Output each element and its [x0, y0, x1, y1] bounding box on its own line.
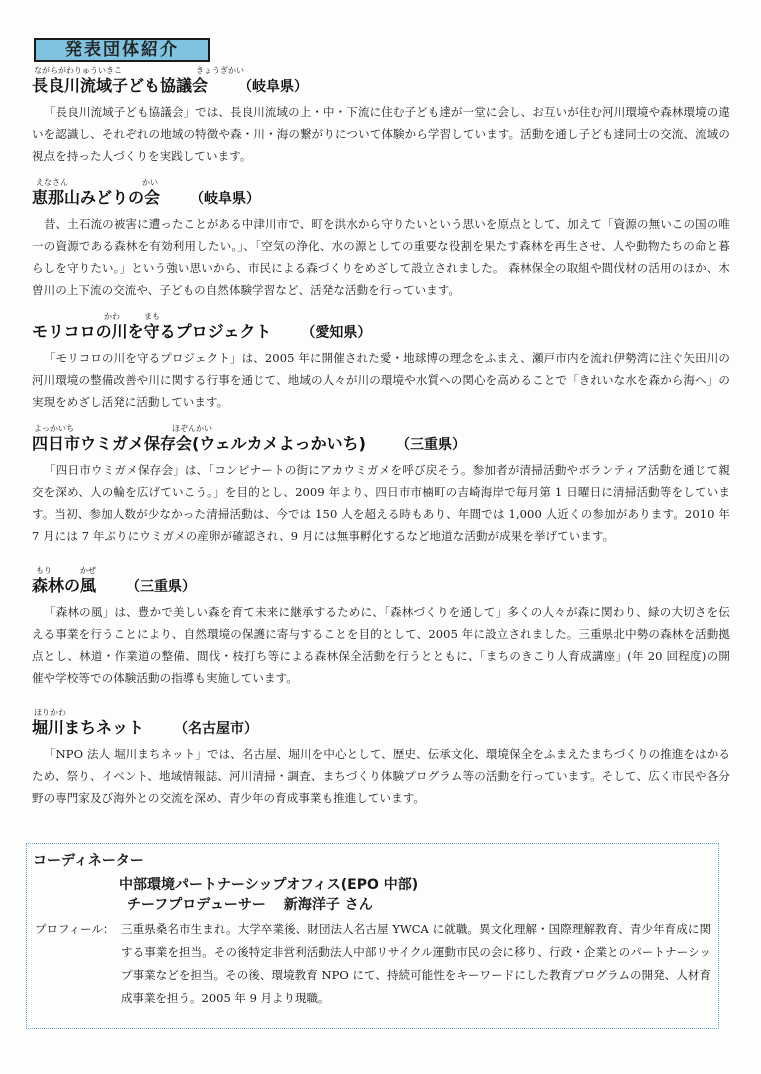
ruby-line: [32, 66, 730, 76]
ruby-line: [32, 424, 730, 434]
profile-text: 三重県桑名市生まれ。大学卒業後、財団法人名古屋 YWCA に就職。異文化理解・国際理解教育、青少年育成に関する事業を担当。その後特定非営利活動法人中部リサイクル運動市民の会に移り、行政・企業とのパートナーシップ事業などを担当。その後、環境教育 NPO にて、持続可能性をキーワードにした教育プログラムの開発、人材育成事業を担う。2005 年 9 月より現職。: [121, 922, 711, 1005]
org-name: モリコロの川を守るプロジェクト: [32, 322, 272, 341]
org-prefecture: （岐阜県）: [238, 79, 309, 95]
org-section: [32, 66, 730, 167]
org-title-line: [32, 322, 730, 343]
org-description: 「長良川流域子ども協議会」では、長良川流域の上・中・下流に住む子ども達が一堂に会し、お互いが住む河川環境や森林環境の違いを認識し、それぞれの地域の特徴や森・川・海の繋がりについて体験から学習しています。活動を通し子ども達同士の交流、流域の視点を持った人づくりを実践しています。: [32, 105, 730, 163]
ruby-text: ほりかわ: [34, 708, 66, 717]
org-prefecture: （名古屋市）: [174, 721, 259, 737]
org-section: [32, 566, 730, 689]
org-name: 堀川まちネット: [32, 718, 145, 737]
org-name: 長良川流域子ども協議会: [32, 76, 209, 95]
org-prefecture: （三重県）: [396, 437, 466, 453]
ruby-text: かぜ: [80, 566, 96, 575]
org-description: 「NPO 法人 堀川まちネット」では、名古屋、堀川を中心として、歴史、伝承文化、環境保全をふまえたまちづくりの推進をはかるため、祭り、イベント、地域情報誌、河川清掃・調査、まちづくり体験プログラム等の活動を行っています。そして、広く市民や各分野の専門家及び海外との交流を深め、青少年の育成事業も推進しています。: [32, 747, 730, 805]
org-prefecture: （愛知県）: [301, 325, 372, 341]
coordinator-label: コーディネーター: [33, 853, 144, 869]
coordinator-box: [26, 843, 719, 1029]
coordinator-person: [127, 894, 373, 914]
ruby-line: [32, 178, 730, 188]
org-name: 森林の風: [32, 576, 97, 595]
org-title-line: [32, 718, 730, 739]
ruby-line: [32, 566, 730, 576]
org-prefecture: （岐阜県）: [190, 191, 261, 207]
org-section: [32, 424, 730, 547]
coordinator-role: チーフプロデューサー: [127, 897, 266, 913]
coordinator-org: 中部環境パートナーシップオフィス(EPO 中部): [119, 877, 419, 893]
ruby-text: もり: [36, 566, 52, 575]
org-description: 「四日市ウミガメ保存会」は、「コンビナートの街にアカウミガメを呼び戻そう。参加者が清掃活動やボランティア活動を通じて親交を深め、人の輪を広げていこう。」を目的とし、2009 年より、四日市市楠町の吉崎海岸で毎月第 1 日曜日に清掃活動等をしています。当初、参加人数が少なかった清掃活動は、今では 150 人を超える時もあり、年間では 1,000 人近くの参加があります。2010 年 7 月には 7 年ぶりにウミガメの産卵が確認され、9 月には無事孵化するなど地道な活動が成果を挙げています。: [32, 463, 730, 543]
org-description: 「モリコロの川を守るプロジェクト」は、2005 年に開催された愛・地球博の理念をふまえ、瀬戸市内を流れ伊勢湾に注ぐ矢田川の河川環境の整備改善や川に関する行事を通じて、地域の人々が川の環境や水質への関心を高めることで「きれいな水を森から海へ」の実現をめざし活発に活動しています。: [32, 351, 730, 409]
ruby-text: かい: [142, 178, 158, 187]
org-title-line: [32, 188, 730, 209]
ruby-text: えなさん: [36, 178, 68, 187]
ruby-text: ほぞんかい: [172, 424, 212, 433]
ruby-line: [32, 708, 730, 718]
org-name: 恵那山みどりの会: [32, 188, 161, 207]
ruby-text: かわ: [104, 312, 120, 321]
org-title-line: [32, 76, 730, 97]
org-title-line: [32, 576, 730, 597]
org-prefecture: （三重県）: [126, 579, 197, 595]
org-name: 四日市ウミガメ保存会(ウェルカメよっかいち): [32, 434, 366, 453]
profile-label: プロフィール：: [35, 922, 115, 936]
ruby-text: きょうぎかい: [196, 66, 244, 75]
org-section: [32, 708, 730, 809]
org-title-line: [32, 434, 730, 455]
ruby-text: ながらがわりゅういきこ: [34, 66, 122, 75]
org-description: 昔、土石流の被害に遭ったことがある中津川市で、町を洪水から守りたいという思いを原点として、加えて「資源の無いこの国の唯一の資源である森林を有効利用したい。」、「空気の浄化、水の源としての重要な役割を果たす森林を再生させ、人や動物たちの命と暮らしを守りたい。」という強い思いから、市民による森づくりをめざして設立されました。 森林保全の取組や間伐材の活用のほか、木曽川の上下流の交流や、子どもの自然体験学習など、活発な活動を行っています。: [32, 217, 730, 297]
ruby-line: [32, 312, 730, 322]
org-section: [32, 178, 730, 301]
ruby-text: よっかいち: [34, 424, 74, 433]
coordinator-name: 新海洋子 さん: [283, 897, 373, 913]
ruby-text: まも: [144, 312, 160, 321]
org-section: [32, 312, 730, 413]
page-header: 発表団体紹介: [34, 38, 210, 62]
org-description: 「森林の風」は、豊かで美しい森を育て未来に継承するために、「森林づくりを通して」多くの人々が森に関わり、緑の大切さを伝える事業を行うことにより、自然環境の保護に寄与することを目的として、2005 年に設立されました。三重県北中勢の森林を活動拠点とし、林道・作業道の整備、間伐・枝打ち等による森林保全活動を行うとともに、「まちのきこり人育成講座」(年 20 回程度)の開催や学校等での体験活動の指導も実施しています。: [32, 605, 730, 685]
